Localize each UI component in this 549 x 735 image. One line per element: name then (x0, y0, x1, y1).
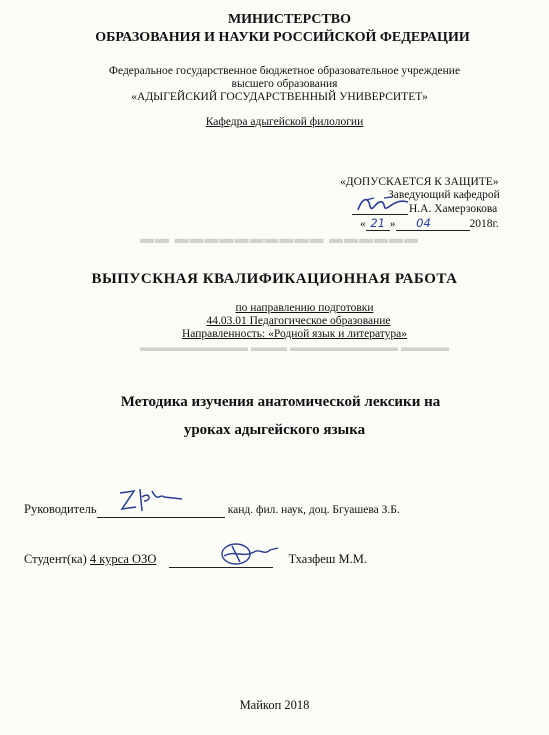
student-row (24, 552, 367, 568)
date-year: 2018г. (469, 218, 499, 230)
head-name: Н.А. Хамерзокова (409, 203, 498, 215)
work-type-title: ВЫПУСКНАЯ КВАЛИФИКАЦИОННАЯ РАБОТА (91, 271, 458, 287)
topic-line-1: Методика изучения анатомической лексики на (120, 394, 441, 410)
student-name: Тхазфеш М.М. (288, 552, 367, 566)
date-gap (452, 218, 470, 231)
approval-title: «ДОПУСКАЕТСЯ К ЗАЩИТЕ» (340, 176, 499, 188)
direction-line-3: Направленность: «Родной язык и литература» (181, 328, 408, 340)
ministry-line-1: МИНИСТЕРСТВО (227, 12, 352, 27)
head-signature (352, 192, 412, 218)
institution-line-1: Федеральное государственное бюджетное образовательное учреждение (108, 65, 461, 77)
direction-line-1: по направлению подготовки (235, 302, 374, 314)
approval-date (360, 216, 499, 231)
student-signature (214, 536, 284, 570)
date-quote-open: « (360, 218, 366, 230)
student-label: Студент(ка) (24, 552, 87, 566)
department-name: Кафедра адыгейской филологии (205, 116, 364, 128)
date-month: 04 (396, 216, 452, 231)
head-of-department-label: Заведующий кафедрой (388, 189, 500, 201)
supervisor-label: Руководитель (24, 502, 97, 516)
supervisor-row (24, 502, 400, 518)
bleed-through-text: ▬▬ ▬▬▬▬▬▬▬▬▬▬ ▬▬▬▬▬▬ (140, 232, 419, 247)
date-quote-close: » (389, 218, 396, 230)
direction-line-2: 44.03.01 Педагогическое образование (206, 315, 391, 327)
ministry-line-2: ОБРАЗОВАНИЯ И НАУКИ РОССИЙСКОЙ ФЕДЕРАЦИИ (95, 30, 470, 45)
supervisor-details: канд. фил. наук, доц. Бгуашева З.Б. (227, 504, 400, 516)
footer-city-year: Майкоп 2018 (239, 698, 310, 712)
date-day: 21 (366, 216, 390, 231)
student-course: 4 курса ОЗО (89, 552, 157, 566)
bleed-through-text: ▬▬▬▬▬▬▬▬▬ ▬▬▬ ▬▬▬▬▬▬▬▬▬ ▬▬▬▬ (140, 340, 449, 354)
topic-line-2: уроках адыгейского языка (183, 422, 366, 438)
supervisor-signature (112, 483, 192, 519)
institution-name: «АДЫГЕЙСКИЙ ГОСУДАРСТВЕННЫЙ УНИВЕРСИТЕТ» (131, 91, 428, 103)
institution-line-2: высшего образования (231, 78, 338, 90)
